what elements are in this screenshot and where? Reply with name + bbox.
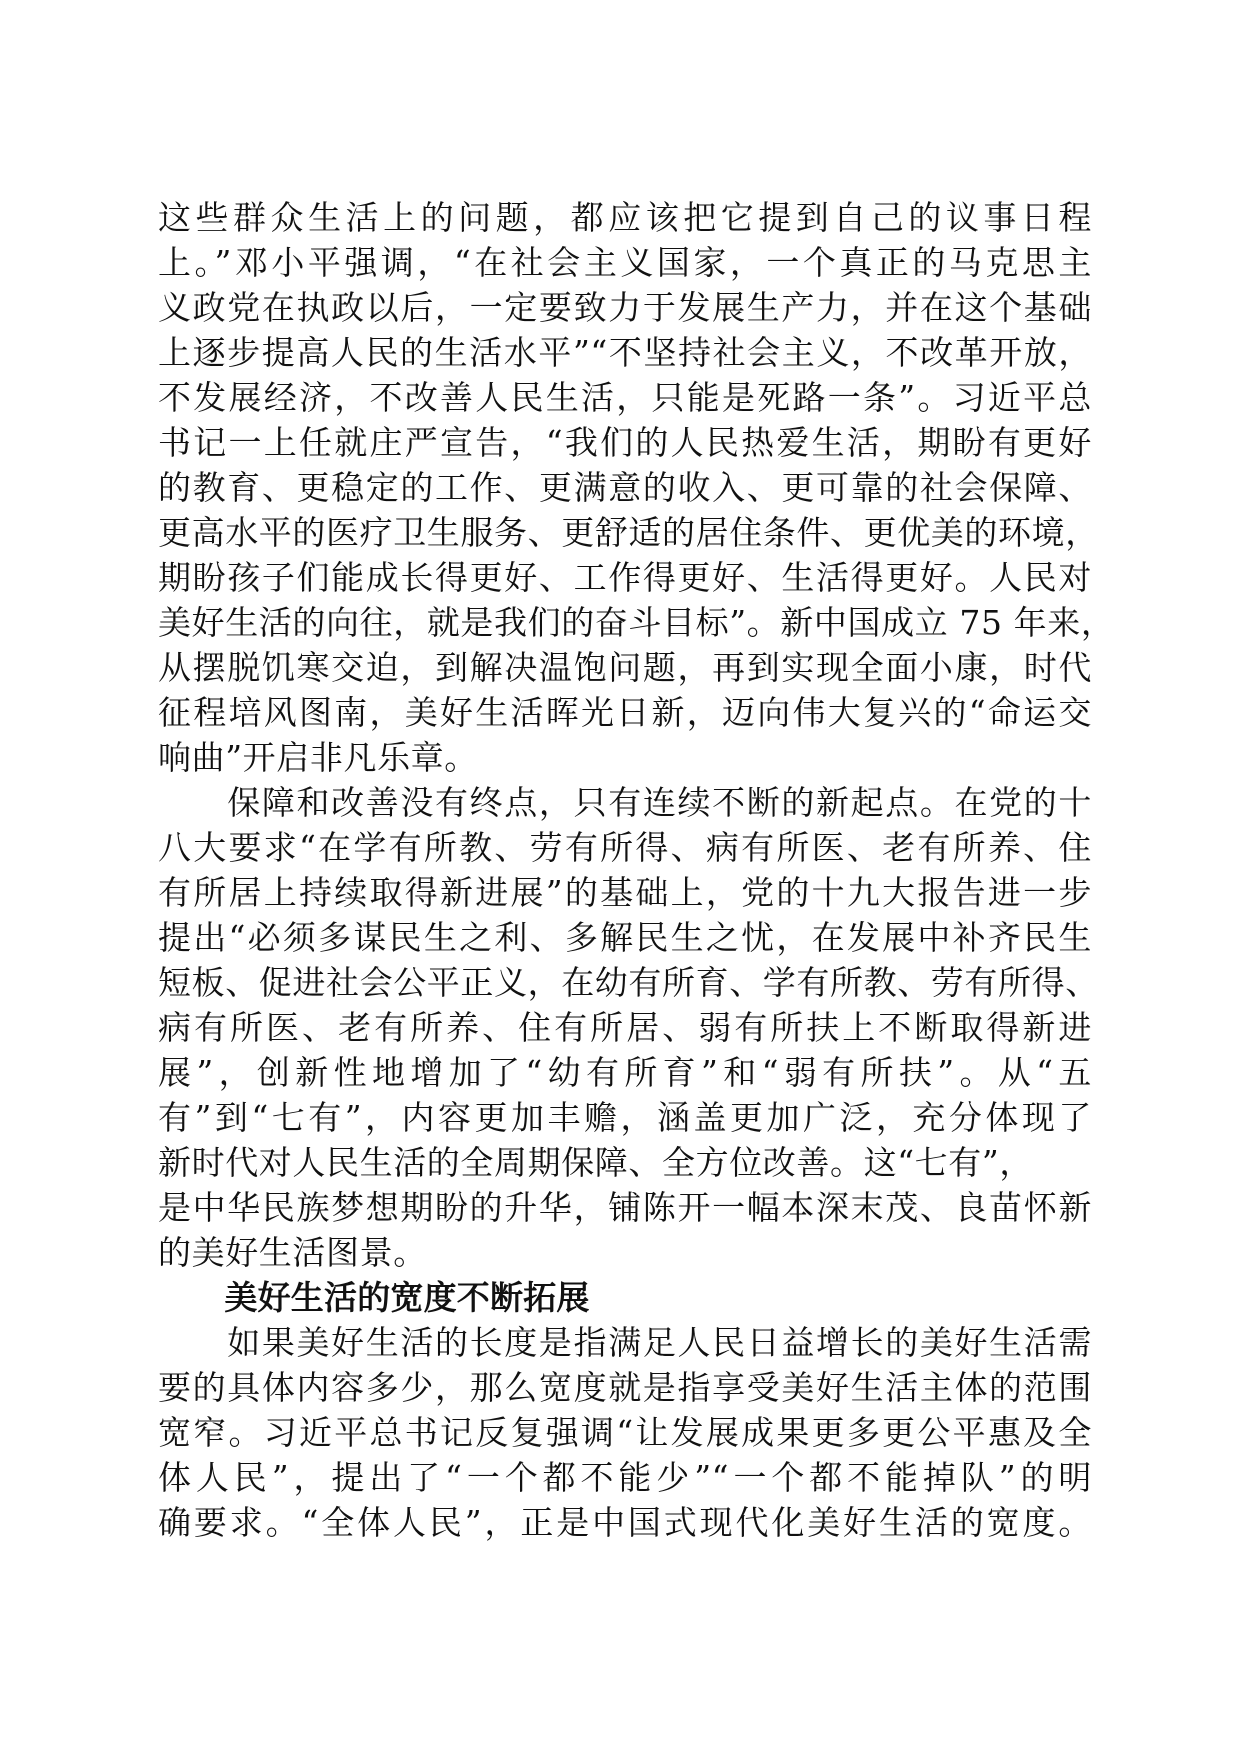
text-line: 响曲”开启非凡乐章。: [158, 738, 478, 777]
text-line: 更高水平的医疗卫生服务、更舒适的居住条件、更优美的环境，: [158, 513, 1099, 552]
text-line: 确要求。“全体人民”，正是中国式现代化美好生活的宽度。: [158, 1503, 1092, 1542]
text-line: 不发展经济，不改善人民生活，只能是死路一条”。习近平总: [158, 378, 1092, 417]
paragraph-2: [158, 780, 1099, 1275]
text-line: 书记一上任就庄严宣告，“我们的人民热爱生活，期盼有更好: [158, 423, 1092, 462]
text-line: 病有所医、老有所养、住有所居、弱有所扶上不断取得新进: [158, 1008, 1092, 1047]
text-line: 短板、促进社会公平正义，在幼有所育、学有所教、劳有所得、: [158, 963, 1099, 1002]
text-line: 的教育、更稳定的工作、更满意的收入、更可靠的社会保障、: [158, 468, 1092, 507]
text-line: 上。”邓小平强调，“在社会主义国家，一个真正的马克思主: [158, 243, 1092, 282]
text-line: 上逐步提高人民的生活水平”“不坚持社会主义，不改革开放，: [158, 333, 1092, 372]
text-line: 美好生活的向往，就是我们的奋斗目标”。新中国成立 75 年来，: [158, 603, 1115, 642]
text-line: 保障和改善没有终点，只有连续不断的新起点。在党的十: [158, 783, 1092, 822]
text-line: 有”到“七有”，内容更加丰赡，涵盖更加广泛，充分体现了: [158, 1098, 1092, 1137]
section-heading: 美好生活的宽度不断拓展: [158, 1278, 590, 1317]
text-line: 新时代对人民生活的全周期保障、全方位改善。这“七有”，: [158, 1143, 1033, 1182]
text-line: 要的具体内容多少，那么宽度就是指享受美好生活主体的范围: [158, 1368, 1092, 1407]
text-line: 有所居上持续取得新进展”的基础上，党的十九大报告进一步: [158, 873, 1092, 912]
text-line: 期盼孩子们能成长得更好、工作得更好、生活得更好。人民对: [158, 558, 1092, 597]
text-line: 从摆脱饥寒交迫，到解决温饱问题，再到实现全面小康，时代: [158, 648, 1092, 687]
text-line: 展”，创新性地增加了“幼有所育”和“弱有所扶”。从“五: [158, 1053, 1092, 1092]
text-line: 八大要求“在学有所教、劳有所得、病有所医、老有所养、住: [158, 828, 1092, 867]
text-line: 如果美好生活的长度是指满足人民日益增长的美好生活需: [158, 1323, 1092, 1362]
text-line: 的美好生活图景。: [158, 1233, 427, 1272]
text-line: 是中华民族梦想期盼的升华，铺陈开一幅本深末茂、良苗怀新: [158, 1188, 1092, 1227]
text-line: 义政党在执政以后，一定要致力于发展生产力，并在这个基础: [158, 288, 1092, 327]
paragraph-1: [158, 195, 1115, 780]
text-line: 宽窄。习近平总书记反复强调“让发展成果更多更公平惠及全: [158, 1413, 1092, 1452]
body-text: [158, 195, 1115, 1545]
paragraph-3: [158, 1320, 1092, 1545]
text-line: 体人民”，提出了“一个都不能少”“一个都不能掉队”的明: [158, 1458, 1092, 1497]
text-line: 提出“必须多谋民生之利、多解民生之忧，在发展中补齐民生: [158, 918, 1092, 957]
text-line: 征程培风图南，美好生活晖光日新，迈向伟大复兴的“命运交: [158, 693, 1092, 732]
text-line: 这些群众生活上的问题，都应该把它提到自己的议事日程: [158, 198, 1092, 237]
